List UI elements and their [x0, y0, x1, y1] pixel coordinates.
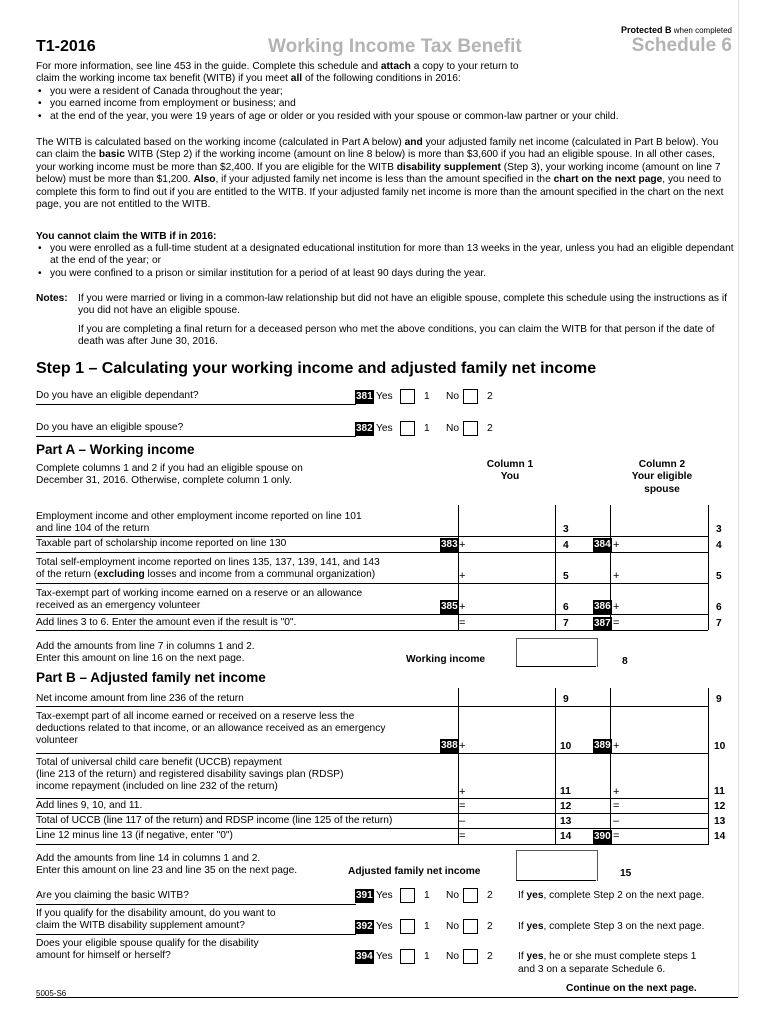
line-11-desc-2: (line 213 of the return) and registered disability savings plan (RDSP)	[36, 769, 344, 780]
plus-sign: +	[459, 740, 466, 752]
disability-no-checkbox[interactable]	[463, 919, 478, 934]
line-5-desc: Total self-employment income reported on lines 135, 137, 139, 141, and 143	[36, 557, 380, 568]
part-b-title: Part B – Adjusted family net income	[36, 670, 266, 685]
plus-sign: +	[459, 539, 466, 551]
no-value: 2	[487, 423, 493, 434]
note-2: If you are completing a final return for a deceased person who met the above conditions, you can claim the WITB for that person if the date of death was after June 30, 2016.	[78, 324, 715, 348]
list-item: • at the end of the year, you were 19 years of age or older or you resided with your spouse or common-law partner or your child.	[36, 111, 619, 123]
yes-value: 1	[424, 423, 430, 434]
line-4-desc: Taxable part of scholarship income reported on line 130	[36, 538, 287, 549]
line-number: 6	[716, 602, 722, 613]
line-10-desc-3: volunteer	[36, 735, 78, 746]
field-code-390: 390	[594, 831, 611, 842]
intro-line-1: For more information, see line 453 in the guide. Complete this schedule and attach a copy to your return to	[36, 61, 519, 72]
line-10-desc-2: deductions related to that income, or an allowance received as an emergency	[36, 723, 386, 734]
no-label: No	[446, 951, 460, 962]
field-code-381: 381	[356, 391, 373, 402]
equals-sign: =	[613, 800, 620, 812]
line-number: 9	[563, 694, 569, 705]
form-code: T1-2016	[36, 38, 96, 55]
line-6-desc: Tax-exempt part of working income earned on a reserve or an allowance	[36, 588, 363, 599]
line-3-desc: Employment income and other employment income reported on line 101	[36, 511, 362, 522]
form-title: Working Income Tax Benefit	[268, 36, 522, 57]
working-income-field[interactable]	[516, 638, 598, 667]
basic-witb-no-checkbox[interactable]	[463, 888, 478, 903]
field-code-391: 391	[356, 890, 373, 901]
adjusted-family-net-income-label: Adjusted family net income	[348, 866, 481, 877]
equals-sign: =	[459, 617, 466, 629]
yes-label: Yes	[376, 423, 393, 434]
line-8-desc-2: Enter this amount on line 16 on the next page.	[36, 653, 245, 664]
plus-sign: +	[613, 601, 620, 613]
q-eligible-dependant: Do you have an eligible dependant?	[36, 390, 199, 401]
no-value: 2	[487, 391, 493, 402]
line-number: 3	[716, 524, 722, 535]
q-basic-witb-note: If yes, complete Step 2 on the next page.	[518, 890, 705, 901]
line-number: 9	[716, 694, 722, 705]
equals-sign: =	[459, 800, 466, 812]
spouse-disability-no-checkbox[interactable]	[463, 949, 478, 964]
q-spouse-disability-2: amount for himself or herself?	[36, 950, 171, 961]
no-value: 2	[487, 951, 493, 962]
field-code-388: 388	[441, 740, 458, 751]
note-1: If you were married or living in a common-law relationship but did not have an eligible spouse, complete this schedule using the instructions as if you did not have an eligible spouse.	[78, 293, 727, 317]
schedule-label: Schedule 6	[631, 35, 732, 56]
plus-sign: +	[459, 786, 466, 798]
line-15-desc: Add the amounts from line 14 in columns 1 and 2.	[36, 853, 261, 864]
dependant-yes-checkbox[interactable]	[400, 389, 415, 404]
line-number: 8	[622, 656, 628, 667]
line-number: 13	[560, 816, 572, 827]
adjusted-family-net-income-field[interactable]	[516, 850, 598, 881]
line-number: 12	[714, 801, 726, 812]
field-code-394: 394	[356, 951, 373, 962]
field-code-389: 389	[594, 740, 611, 751]
list-item: • you were enrolled as a full-time student at a designated educational institution for more than 13 weeks in the year, unless you had an eligible dependant at the end of the year; or	[36, 243, 736, 268]
notes-label: Notes:	[36, 293, 68, 304]
line-number: 4	[716, 540, 722, 551]
q-disability-supplement-2: claim the WITB disability supplement amount?	[36, 920, 245, 931]
line-number: 5	[716, 571, 722, 582]
line-number: 3	[563, 524, 569, 535]
intro-line-2: claim the working income tax benefit (WITB) if you meet all of the following conditions in 2016:	[36, 73, 461, 84]
field-code-383: 383	[441, 539, 458, 550]
no-value: 2	[487, 890, 493, 901]
equals-sign: =	[459, 830, 466, 842]
q-spouse-disability: Does your eligible spouse qualify for the disability	[36, 938, 259, 949]
line-12-desc: Add lines 9, 10, and 11.	[36, 800, 143, 811]
plus-sign: +	[613, 786, 620, 798]
field-code-382: 382	[356, 423, 373, 434]
q-spouse-disability-note: If yes, he or she must complete steps 1	[518, 951, 697, 962]
field-code-387: 387	[594, 618, 611, 629]
no-label: No	[446, 921, 460, 932]
plus-sign: +	[459, 570, 466, 582]
q-disability-supplement: If you qualify for the disability amount, do you want to	[36, 908, 276, 919]
yes-label: Yes	[376, 890, 393, 901]
no-label: No	[446, 391, 460, 402]
line-number: 4	[563, 540, 569, 551]
column-1-header: Column 1 You	[486, 459, 534, 483]
line-number: 11	[714, 786, 725, 797]
dependant-no-checkbox[interactable]	[463, 389, 478, 404]
plus-sign: +	[459, 601, 466, 613]
basic-witb-yes-checkbox[interactable]	[400, 888, 415, 903]
form-id: 5005-S6	[36, 989, 67, 998]
working-income-label: Working income	[406, 654, 486, 665]
line-number: 15	[620, 868, 632, 879]
equals-sign: =	[613, 830, 620, 842]
list-item: • you earned income from employment or business; and	[36, 98, 619, 110]
no-label: No	[446, 423, 460, 434]
field-code-386: 386	[594, 601, 611, 612]
part-a-title: Part A – Working income	[36, 442, 195, 457]
field-code-392: 392	[356, 921, 373, 932]
q-basic-witb: Are you claiming the basic WITB?	[36, 890, 189, 901]
line-13-desc: Total of UCCB (line 117 of the return) and RDSP income (line 125 of the return)	[36, 815, 393, 826]
cannot-claim-list	[36, 243, 736, 280]
q-eligible-spouse: Do you have an eligible spouse?	[36, 422, 184, 433]
q-disability-note: If yes, complete Step 3 on the next page.	[518, 921, 705, 932]
protected-label: Protected B when completed	[621, 25, 732, 35]
q-spouse-disability-note-2: and 3 on a separate Schedule 6.	[518, 964, 666, 975]
line-11-desc-3: income repayment (included on line 232 of the return)	[36, 781, 278, 792]
line-number: 7	[563, 618, 569, 629]
witb-explanation: The WITB is calculated based on the working income (calculated in Part A below) and your adjusted family net income (calculated in Part B below). You can claim the basic WITB (Step 2) if the working income (amount on line 8 below) is more than $3,600 if you had an eligible spouse. In all other cases, your working income must be more than $2,400. If you are eligible for the WITB disability supplement (Step 3), your working income (amount on line 7 below) must be more than $1,200. Also, if your adjusted family net income is less than the amount specified in the chart on the next page, you need to complete this form to find out if you are entitled to the WITB. If your adjusted family net income is more than the amount specified in the chart on the next page, you are not entitled to the WITB.	[36, 137, 724, 211]
spouse-no-checkbox[interactable]	[463, 421, 478, 436]
yes-value: 1	[424, 921, 430, 932]
list-item: • you were confined to a prison or similar institution for a period of at least 90 days during the year.	[36, 268, 736, 280]
line-number: 10	[714, 741, 726, 752]
plus-sign: +	[613, 539, 620, 551]
no-label: No	[446, 890, 460, 901]
disability-yes-checkbox[interactable]	[400, 919, 415, 934]
line-number: 14	[714, 831, 726, 842]
plus-sign: +	[613, 570, 620, 582]
cannot-claim-title: You cannot claim the WITB if in 2016:	[36, 231, 217, 242]
field-code-384: 384	[594, 539, 611, 550]
line-number: 6	[563, 602, 569, 613]
list-item: • you were a resident of Canada throughout the year;	[36, 86, 619, 98]
line-9-desc: Net income amount from line 236 of the return	[36, 693, 244, 704]
equals-sign: =	[613, 617, 620, 629]
spouse-disability-yes-checkbox[interactable]	[400, 949, 415, 964]
field-code-385: 385	[441, 601, 458, 612]
line-15-desc-2: Enter this amount on line 23 and line 35 on the next page.	[36, 865, 298, 876]
minus-sign: –	[613, 815, 620, 827]
yes-value: 1	[424, 951, 430, 962]
yes-label: Yes	[376, 951, 393, 962]
line-number: 7	[716, 618, 722, 629]
line-number: 14	[560, 831, 572, 842]
line-number: 13	[714, 816, 726, 827]
line-number: 11	[560, 786, 571, 797]
line-11-desc: Total of universal child care benefit (UCCB) repayment	[36, 757, 282, 768]
no-value: 2	[487, 921, 493, 932]
line-8-desc: Add the amounts from line 7 in columns 1 and 2.	[36, 641, 255, 652]
minus-sign: –	[459, 815, 466, 827]
continue-note: Continue on the next page.	[566, 983, 697, 994]
line-10-desc: Tax-exempt part of all income earned or received on a reserve less the	[36, 711, 355, 722]
line-number: 5	[563, 571, 569, 582]
spouse-yes-checkbox[interactable]	[400, 421, 415, 436]
step-1-title: Step 1 – Calculating your working income and adjusted family net income	[36, 360, 597, 377]
line-7-desc: Add lines 3 to 6. Enter the amount even if the result is "0".	[36, 617, 297, 628]
yes-value: 1	[424, 890, 430, 901]
line-14-desc: Line 12 minus line 13 (if negative, enter "0")	[36, 830, 233, 841]
part-a-description: Complete columns 1 and 2 if you had an eligible spouse on December 31, 2016. Otherwise, complete column 1 only.	[36, 463, 303, 487]
yes-label: Yes	[376, 921, 393, 932]
line-number: 12	[560, 801, 572, 812]
line-number: 10	[560, 741, 572, 752]
plus-sign: +	[613, 740, 620, 752]
conditions-list	[36, 86, 619, 123]
yes-value: 1	[424, 391, 430, 402]
line-3-desc-2: and line 104 of the return	[36, 523, 150, 534]
line-5-desc-2: of the return (excluding losses and income from a communal organization)	[36, 569, 376, 580]
yes-label: Yes	[376, 391, 393, 402]
line-6-desc-2: received as an emergency volunteer	[36, 600, 201, 611]
column-2-header: Column 2 Your eligible spouse	[631, 459, 693, 495]
